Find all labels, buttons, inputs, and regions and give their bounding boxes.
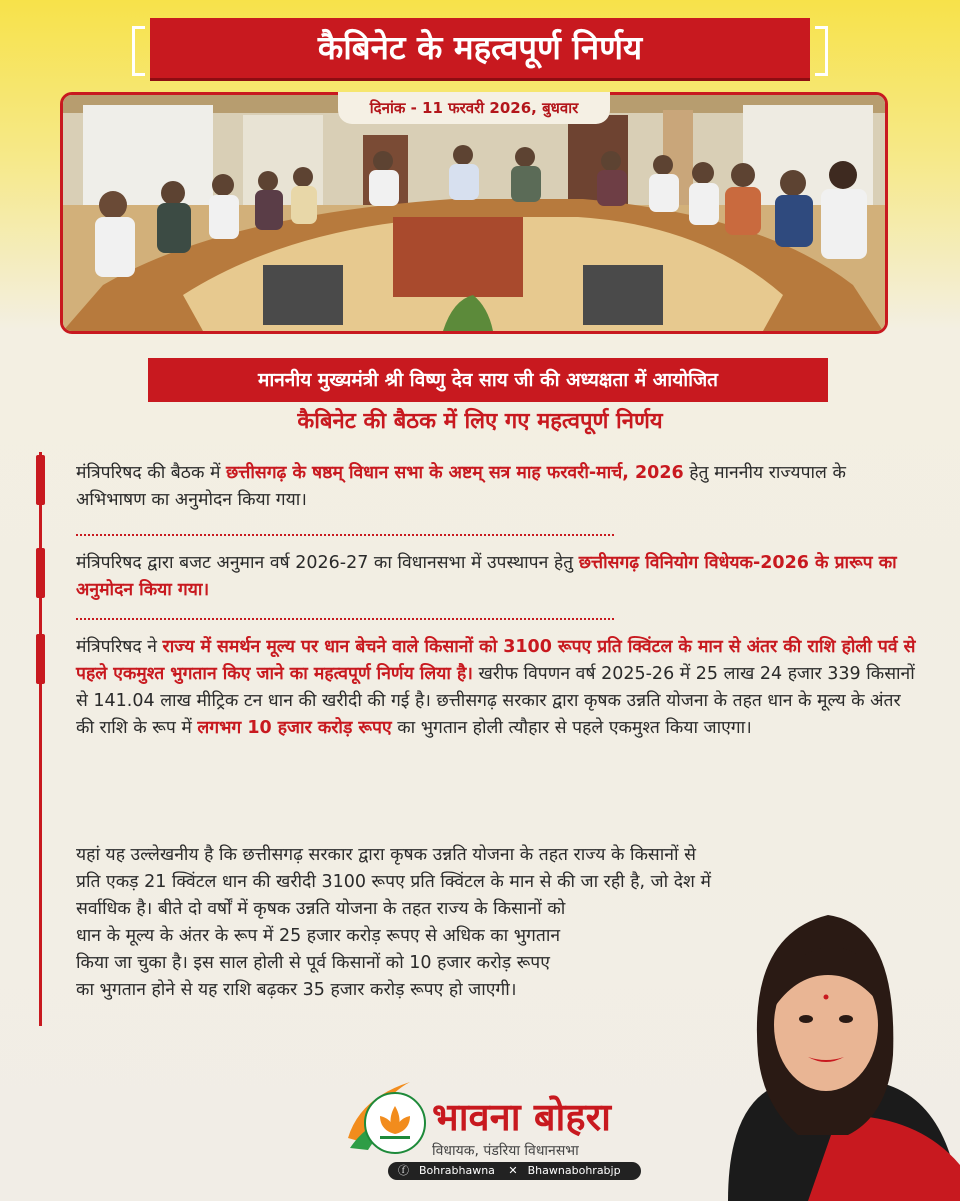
separator-1 [76, 534, 614, 536]
brand-block [340, 1078, 680, 1188]
note-line-4: धान के मूल्य के अंतर के रूप में 25 हजार करोड़ रूपए से अधिक का भुगतान [76, 926, 561, 946]
note-line-2: प्रति एकड़ 21 क्विंटल धान की खरीदी 3100 रूपए प्रति क्विंटल के मान से की जा रही है, जो देश में [76, 872, 711, 892]
mla-name: भावना बोहरा [432, 1094, 611, 1139]
decision-3-mid: खरीफ विपणन वर्ष 2025-26 में 25 लाख 24 हजार 339 किसानों से 141.04 लाख मीट्रिक टन धान की खरीदी की गई है। छत्तीसगढ़ सरकार द्वारा कृषक उन्नति योजना के तहत धान के मूल्य के अंतर की राशि के रूप में [76, 664, 915, 738]
note-line-5: किया जा चुका है। इस साल होली से पूर्व किसानों को 10 हजार करोड़ रूपए [76, 953, 550, 973]
facebook-icon: ⓕ [398, 1164, 409, 1177]
title-bracket-left [132, 26, 145, 76]
decision-2 [76, 550, 916, 604]
decision-marker-3 [36, 634, 45, 684]
decision-3-post: का भुगतान होली त्यौहार से पहले एकमुश्त किया जाएगा। [391, 718, 752, 738]
page-title-text: कैबिनेट के महत्वपूर्ण निर्णय [317, 28, 643, 67]
decision-1-highlight: छत्तीसगढ़ के षष्ठम् विधान सभा के अष्टम् सत्र माह फरवरी-मार्च, 2026 [225, 463, 684, 483]
decision-2-pre: मंत्रिपरिषद द्वारा बजट अनुमान वर्ष 2026-27 का विधानसभा में उपस्थापन हेतु [76, 553, 579, 573]
subheader-line2: कैबिनेट की बैठक में लिए गए महत्वपूर्ण निर्णय [297, 409, 663, 434]
facebook-handle: Bohrabhawna [419, 1164, 495, 1177]
twitter-handle: Bhawnabohrabjp [527, 1164, 621, 1177]
decision-3-highlight-1: राज्य में समर्थन मूल्य पर धान बेचने वाले किसानों को 3100 रूपए प्रति क्विंटल के मान से अंतर की राशि होली पर्व से पहले एकमुश्त भुगतान किए जाने का महत्वपूर्ण निर्णय लिया है। [76, 637, 916, 684]
subheader-line1: माननीय मुख्यमंत्री श्री विष्णु देव साय जी की अध्यक्षता में आयोजित [148, 358, 828, 402]
mla-role: विधायक, पंडरिया विधानसभा [432, 1143, 579, 1159]
decision-marker-1 [36, 455, 45, 505]
page-title [150, 18, 810, 78]
decision-1-pre: मंत्रिपरिषद की बैठक में [76, 463, 226, 483]
title-bracket-right [815, 26, 828, 76]
decision-3-pre: मंत्रिपरिषद ने [76, 637, 163, 657]
social-handles [388, 1162, 641, 1180]
decision-3 [76, 634, 916, 742]
separator-2 [76, 618, 614, 620]
meeting-date: दिनांक - 11 फरवरी 2026, बुधवार [338, 92, 610, 124]
x-icon: ✕ [508, 1164, 518, 1177]
left-accent-rule [39, 452, 42, 1026]
decision-3-highlight-2: लगभग 10 हजार करोड़ रूपए [197, 718, 392, 738]
note-line-3: सर्वाधिक है। बीते दो वर्षों में कृषक उन्नति योजना के तहत राज्य के किसानों को [76, 899, 566, 919]
decision-1-post: हेतु माननीय राज्यपाल के अभिभाषण का अनुमोदन किया गया। [76, 463, 846, 510]
note-line-6: का भुगतान होने से यह राशि बढ़कर 35 हजार करोड़ रूपए हो जाएगी। [76, 980, 517, 1000]
lotus-icon [364, 1092, 426, 1154]
decision-1 [76, 460, 916, 514]
mla-portrait [688, 905, 960, 1201]
note-line-1: यहां यह उल्लेखनीय है कि छत्तीसगढ़ सरकार द्वारा कृषक उन्नति योजना के तहत राज्य के किसानों से [76, 845, 696, 865]
decision-2-highlight: छत्तीसगढ़ विनियोग विधेयक-2026 के प्रारूप का अनुमोदन किया गया। [76, 553, 897, 600]
cabinet-meeting-photo [60, 92, 888, 334]
decision-marker-2 [36, 548, 45, 598]
